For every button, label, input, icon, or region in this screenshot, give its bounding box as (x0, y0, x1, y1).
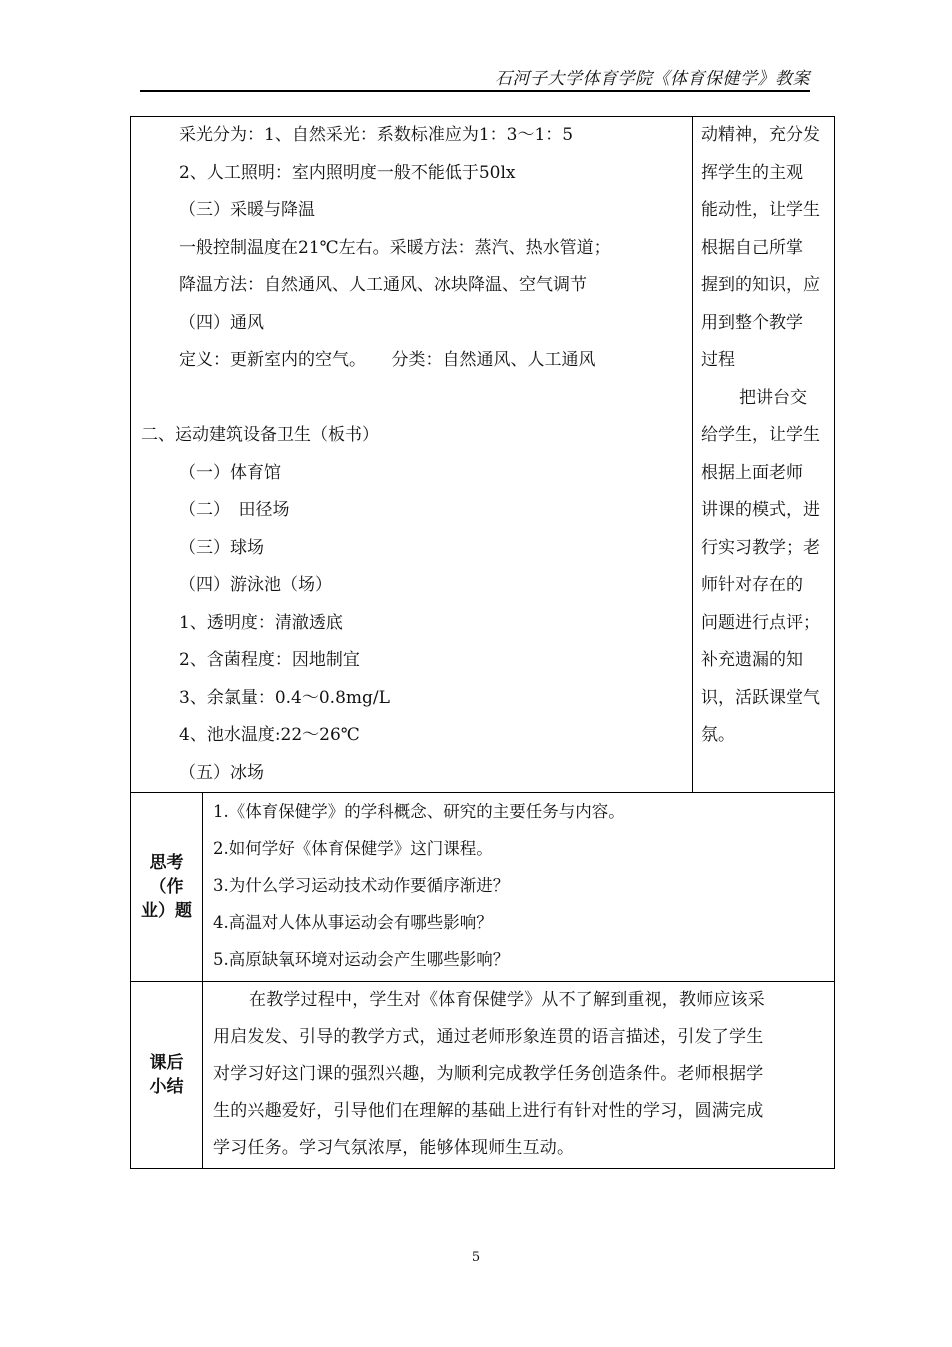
summary-line: 在教学过程中，学生对《体育保健学》从不了解到重视，教师应该采 (249, 990, 765, 1010)
main-content-cell (131, 117, 693, 793)
questions-label (131, 793, 203, 982)
summary-line: 对学习好这门课的强烈兴趣，为顺利完成教学任务创造条件。老师根据学 (213, 1064, 764, 1084)
content-line: （二） 田径场 (179, 500, 290, 520)
side-note-line: 问题进行点评； (701, 612, 820, 633)
side-note-line: 挥学生的主观 (701, 162, 803, 183)
content-line: 一般控制温度在21℃左右。采暖方法：蒸汽、热水管道； (179, 237, 611, 258)
lesson-plan-table (130, 116, 835, 1169)
summary-label-line: 小结 (149, 1077, 184, 1097)
side-note-line: 把讲台交 (739, 387, 807, 408)
side-note-line: 过程 (701, 350, 735, 370)
content-blank-line (141, 380, 684, 418)
content-line: （五）冰场 (179, 762, 264, 783)
questions-label-line: 业）题 (141, 901, 192, 921)
summary-label-line: 课后 (149, 1053, 184, 1073)
summary-line: 用启发发、引导的教学方式，通过老师形象连贯的语言描述，引发了学生 (213, 1027, 764, 1047)
side-note-line: 动精神，充分发 (701, 125, 820, 145)
summary-cell (203, 982, 835, 1169)
content-line: 定义：更新室内的空气。 分类：自然通风、人工通风 (179, 350, 596, 370)
side-note-line: 师针对存在的 (701, 575, 803, 595)
questions-row (131, 793, 835, 982)
side-note-line: 补充遗漏的知 (701, 650, 803, 670)
content-line: 2、人工照明：室内照明度一般不能低于50lx (179, 162, 516, 183)
content-line: （一）体育馆 (179, 462, 281, 483)
questions-cell (203, 793, 835, 982)
side-note-line: 用到整个教学 (701, 312, 803, 333)
content-line: （四）游泳池（场） (179, 575, 332, 595)
summary-label (131, 982, 203, 1169)
question-item: 5.高原缺氧环境对运动会产生哪些影响？ (213, 950, 510, 969)
side-note-line: 识，活跃课堂气 (701, 687, 820, 708)
side-note-line: 根据上面老师 (701, 462, 803, 483)
side-note-line: 能动性，让学生 (701, 200, 820, 220)
content-line: 2、含菌程度：因地制宜 (179, 650, 360, 670)
content-line: （三）球场 (179, 537, 264, 558)
content-section-heading: 二、运动建筑设备卫生（板书） (141, 425, 379, 445)
summary-line: 学习任务。学习气氛浓厚，能够体现师生互动。 (213, 1138, 575, 1158)
side-notes-cell (693, 117, 835, 793)
content-line: 降温方法：自然通风、人工通风、冰块降温、空气调节 (179, 275, 587, 295)
question-item: 4.高温对人体从事运动会有哪些影响？ (213, 913, 493, 932)
content-line: 采光分为：1、自然采光：系数标准应为1：3～1：5 (179, 125, 574, 145)
question-item: 1.《体育保健学》的学科概念、研究的主要任务与内容。 (213, 802, 625, 821)
page-number: 5 (471, 1250, 481, 1265)
questions-label-line: 思考 (149, 853, 184, 873)
side-note-line: 根据自己所掌 (701, 237, 803, 258)
side-note-line: 握到的知识，应 (701, 275, 820, 295)
content-line: 4、池水温度:22～26℃ (179, 725, 360, 745)
question-item: 2.如何学好《体育保健学》这门课程。 (213, 839, 493, 858)
questions-label-line: （作 (149, 877, 184, 897)
content-line: （四）通风 (179, 312, 264, 333)
side-note-line: 行实习教学；老 (701, 537, 820, 558)
side-note-line: 氛。 (701, 725, 735, 745)
content-line: 1、透明度：清澈透底 (179, 612, 343, 633)
page-header-title: 石河子大学体育学院《体育保健学》教案 (495, 69, 810, 89)
content-row (131, 117, 835, 793)
summary-row (131, 982, 835, 1169)
header-rule (140, 90, 810, 92)
summary-line: 生的兴趣爱好，引导他们在理解的基础上进行有针对性的学习，圆满完成 (213, 1101, 764, 1121)
content-line: 3、余氯量：0.4～0.8mg/L (179, 687, 390, 708)
side-note-line: 给学生，让学生 (701, 425, 820, 445)
content-line: （三）采暖与降温 (179, 200, 315, 220)
side-note-line: 讲课的模式，进 (701, 500, 820, 520)
question-item: 3.为什么学习运动技术动作要循序渐进？ (213, 876, 510, 895)
